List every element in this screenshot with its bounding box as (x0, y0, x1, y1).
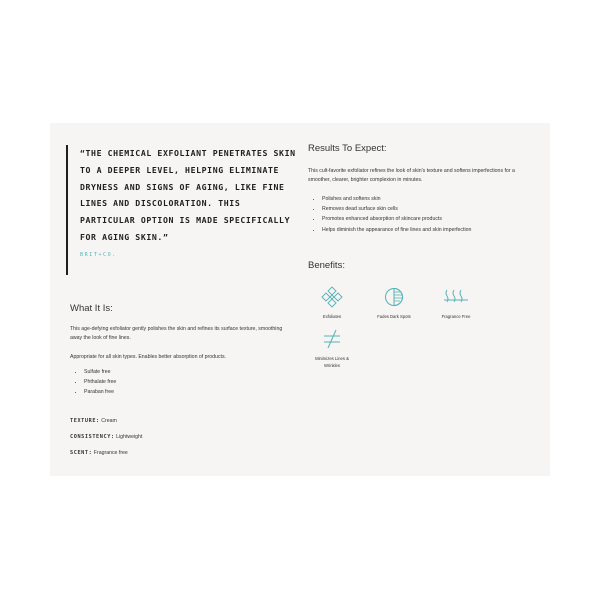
benefit-fragrance-free (434, 286, 478, 321)
results-title: Results To Expect: (308, 143, 387, 154)
spec-label: SCENT: (70, 450, 93, 456)
list-item: • Removes dead surface skin cells (322, 204, 471, 214)
results-description: This cult-favorite exfoliator refines the look of skin's texture and softens imperfections for a smoother, clearer, brighter complexion in minutes. (308, 168, 515, 183)
benefit-label: Exfoliates (322, 314, 342, 319)
what-it-is-note: Appropriate for all skin types. Enables better absorption of products. (70, 354, 226, 360)
quote-source: BRIT+CO. (80, 251, 117, 258)
spec-scent (70, 450, 128, 456)
list-item: • Phthalate free (84, 377, 116, 387)
spec-value: Cream (101, 418, 117, 424)
product-info-panel (50, 123, 550, 476)
results-list (310, 194, 471, 235)
spec-consistency (70, 434, 142, 440)
list-item: • Promotes enhanced absorption of skincare products (322, 214, 471, 224)
benefit-label: Fades Dark Spots (377, 314, 411, 319)
list-item: • Paraban free (84, 387, 116, 397)
press-quote (66, 145, 298, 275)
benefit-dark-spots (372, 286, 416, 321)
spec-value: Lightweight (116, 434, 143, 440)
quote-text: “THE CHEMICAL EXFOLIANT PENETRATES SKIN TO A DEEPER LEVEL, HELPING ELIMINATE DRYNESS AND SIGNS OF AGING, LIKE FINE LINES AND DISCOLORATION. THIS PARTICULAR OPTION IS MADE SPECIFICALLY FOR AGING SKIN.” (80, 148, 296, 242)
what-it-is-description: This age-defying exfoliator gently polishes the skin and refines its surface texture, smoothing away the look of fine lines. (70, 326, 283, 341)
benefit-label: Fragrance Free (441, 314, 471, 319)
list-item: • Sulfate free (84, 367, 116, 377)
free-of-list (72, 367, 116, 398)
benefit-label: Minimizes Lines & Wrinkles (315, 356, 349, 368)
not-equal-icon (321, 328, 343, 350)
list-item: • Polishes and softens skin (322, 194, 471, 204)
benefit-minimizes-lines (310, 328, 354, 369)
wavy-lines-icon (443, 286, 469, 308)
spec-label: CONSISTENCY: (70, 434, 115, 440)
spec-texture (70, 418, 117, 424)
list-item: • Helps diminish the appearance of fine lines and skin imperfection (322, 225, 471, 235)
benefit-exfoliates (310, 286, 354, 321)
benefits-title: Benefits: (308, 260, 345, 271)
spec-value: Fragrance free (93, 450, 128, 456)
diamond-cluster-icon (321, 286, 343, 308)
half-circle-icon (383, 286, 405, 308)
what-it-is-title: What It Is: (70, 303, 113, 314)
spec-label: TEXTURE: (70, 418, 100, 424)
